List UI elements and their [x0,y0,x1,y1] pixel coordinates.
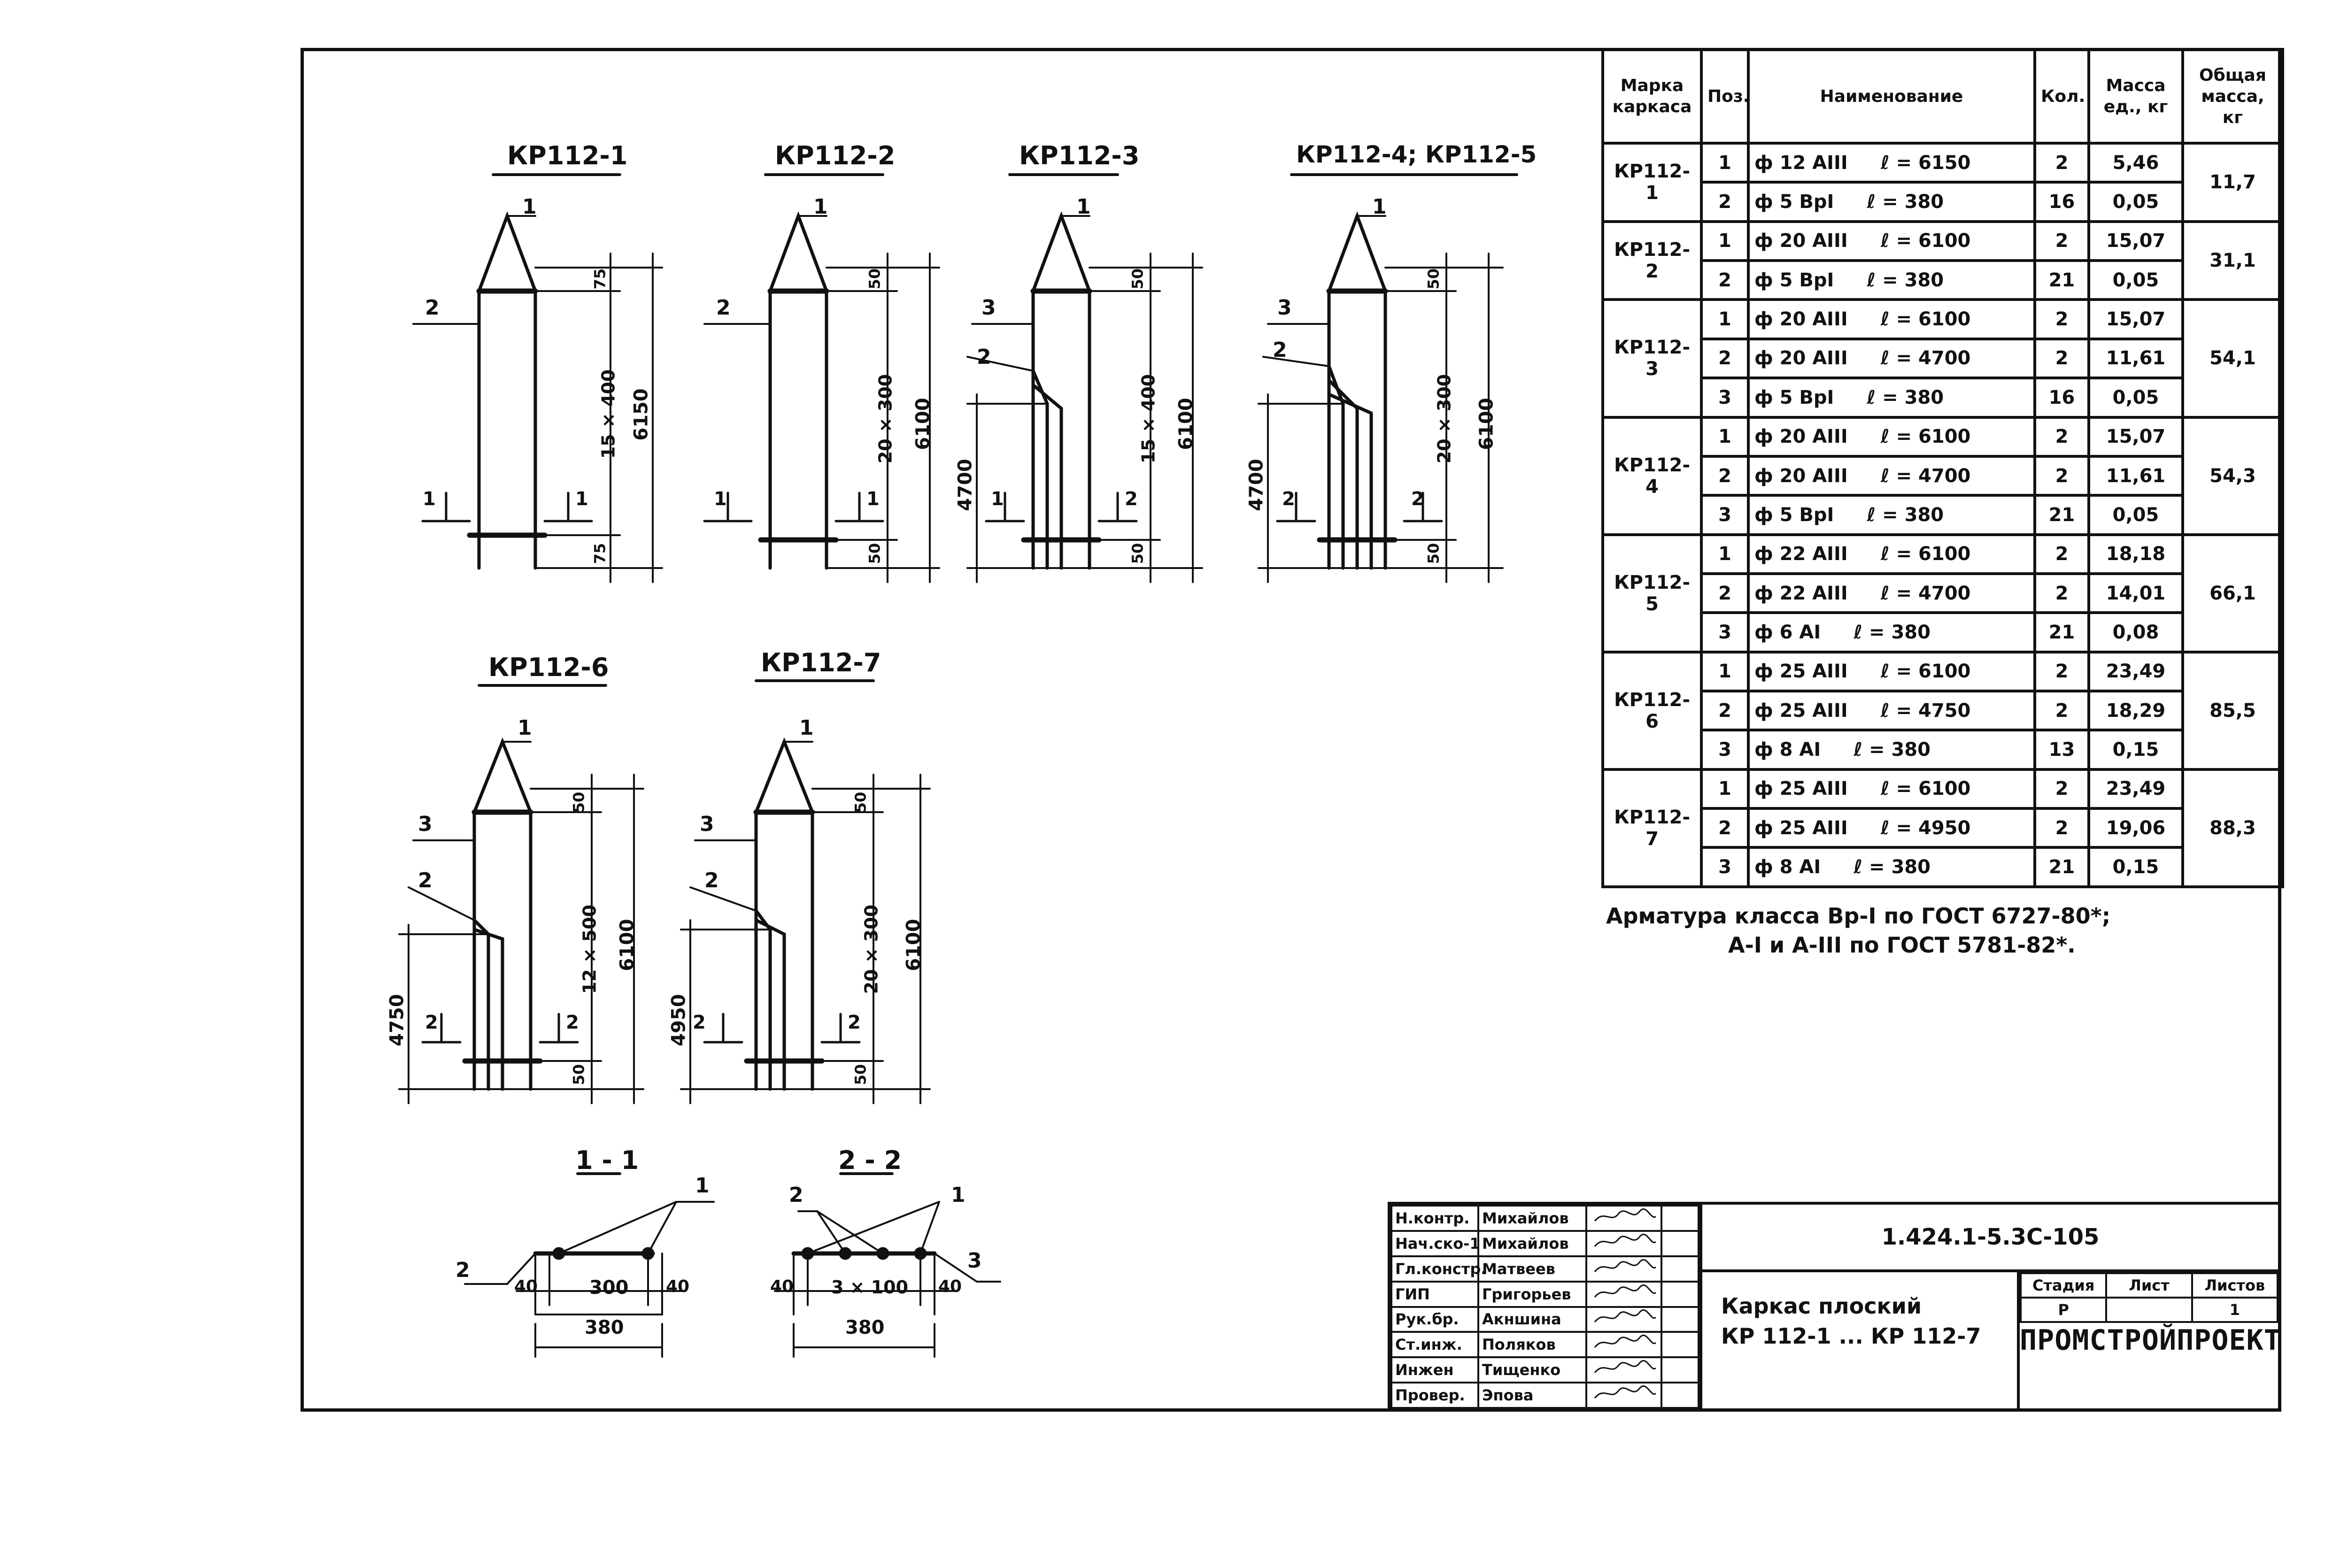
v2-dim-total: 6100 [912,398,934,450]
title-block [1388,1202,2281,1412]
spec-name [1748,574,2035,613]
spec-bar-designation: ф 20 АIII [1754,465,1848,487]
sec2-dim-c: 40 [938,1277,962,1296]
handwritten-signature [1586,1357,1661,1383]
spec-bar-length: ℓ = 4700 [1880,347,1971,369]
view-title-2: КР112-2 [775,141,896,170]
view-title-3: КР112-3 [1019,141,1140,170]
spec-mark: КР112-3 [1603,300,1701,417]
signature-date [1661,1307,1699,1332]
spec-name [1748,847,2035,887]
spec-bar-designation: ф 25 АIII [1754,817,1848,839]
signature-row [1391,1357,1699,1383]
v6-sec-right: 2 [848,1012,861,1033]
signature-row [1391,1307,1699,1332]
v3-dim-top: 50 [1128,268,1147,290]
stage-table [2020,1272,2278,1323]
signature-person: Тищенко [1478,1357,1586,1383]
document-code: 1.424.1-5.3С-105 [1702,1202,2281,1272]
spec-bar-length: ℓ = 4700 [1880,582,1971,604]
spec-bar-designation: ф 5 ВрI [1754,269,1834,291]
signature-date [1661,1383,1699,1408]
spec-pos: 1 [1701,143,1748,182]
view-title-1: КР112-1 [507,141,628,170]
spec-bar-designation: ф 5 ВрI [1754,386,1834,408]
sec2-dim-b: 3 × 100 [831,1277,909,1298]
spec-total-mass: 54,3 [2183,417,2283,535]
v3-dim-bot: 50 [1128,543,1147,564]
spec-total-mass: 54,1 [2183,300,2283,417]
spec-pos: 3 [1701,378,1748,417]
spec-bar-length: ℓ = 6100 [1880,426,1971,448]
spec-bar-length: ℓ = 6100 [1880,543,1971,565]
spec-qty: 2 [2035,222,2089,261]
spec-name [1748,652,2035,691]
spec-unit-mass: 11,61 [2089,456,2183,495]
spec-pos: 2 [1701,574,1748,613]
spec-qty: 2 [2035,769,2089,808]
v4-pos1: 1 [1372,195,1387,219]
v3-sec-right: 2 [1125,488,1138,510]
spec-bar-designation: ф 22 АIII [1754,543,1848,565]
v5-sec-right: 2 [566,1012,579,1033]
spec-bar-designation: ф 20 АIII [1754,308,1848,331]
spec-mark: КР112-7 [1603,769,1701,887]
v2-dim-top: 50 [865,268,884,290]
spec-mark: КР112-2 [1603,222,1701,300]
spec-unit-mass: 14,01 [2089,574,2183,613]
v1-pos1: 1 [522,195,537,219]
v1-sec-right: 1 [575,488,588,510]
table-row [1603,300,2283,338]
spec-qty: 21 [2035,847,2089,887]
table-row [1603,808,2283,847]
spec-total-mass: 11,7 [2183,143,2283,222]
document-title [1702,1272,2017,1412]
spec-qty: 16 [2035,378,2089,417]
spec-unit-mass: 0,15 [2089,730,2183,769]
spec-name [1748,495,2035,534]
spec-pos: 1 [1701,652,1748,691]
signature-date [1661,1206,1699,1231]
spec-qty: 2 [2035,691,2089,730]
table-row [1603,222,2283,261]
v3-dim-total: 6100 [1175,398,1197,450]
signature-row [1391,1383,1699,1408]
spec-header-name: Наименование [1748,49,2035,143]
handwritten-signature [1586,1206,1661,1231]
table-row [1603,535,2283,574]
spec-bar-length: ℓ = 380 [1867,269,1944,291]
spec-name [1748,143,2035,182]
sec1-total: 380 [585,1317,624,1338]
spec-pos: 2 [1701,261,1748,300]
v5-pos1: 1 [517,716,532,740]
spec-qty: 2 [2035,652,2089,691]
spec-pos: 2 [1701,691,1748,730]
table-row [1603,730,2283,769]
signature-table [1390,1205,1699,1409]
sec2-label-1: 1 [951,1183,965,1207]
v5-dim-left: 4750 [386,994,408,1046]
v5-sec-left: 2 [425,1012,438,1033]
spec-name [1748,222,2035,261]
signature-role: Н.контр. [1391,1206,1478,1231]
spec-qty: 2 [2035,535,2089,574]
view-kr112-6 [399,742,643,1103]
v4-pos2: 2 [1273,338,1287,362]
spec-header-mark: Марка каркаса [1603,49,1701,143]
spec-name [1748,535,2035,574]
v5-dim-top: 50 [570,792,588,813]
spec-bar-length: ℓ = 380 [1854,621,1931,643]
spec-unit-mass: 18,18 [2089,535,2183,574]
sheets-header: Листов [2192,1273,2278,1298]
spec-pos: 2 [1701,456,1748,495]
spec-qty: 2 [2035,339,2089,378]
spec-total-mass: 85,5 [2183,652,2283,769]
spec-bar-length: ℓ = 6100 [1880,778,1971,800]
spec-pos: 2 [1701,182,1748,221]
spec-header-total: Общая масса, кг [2183,49,2283,143]
table-row [1603,495,2283,534]
sec1-label-1: 1 [695,1174,710,1198]
spec-total-mass: 66,1 [2183,535,2283,652]
sec2-title: 2 - 2 [838,1145,902,1175]
spec-name [1748,691,2035,730]
v6-sec-left: 2 [693,1012,706,1033]
spec-bar-length: ℓ = 4950 [1880,817,1971,839]
v6-dim-left: 4950 [668,994,690,1046]
table-row [1603,182,2283,221]
spec-unit-mass: 0,05 [2089,182,2183,221]
v5-dim-total: 6100 [616,919,638,971]
spec-unit-mass: 0,15 [2089,847,2183,887]
v1-sec-left: 1 [423,488,436,510]
v6-pos3: 3 [700,812,714,836]
sec2-label-3: 3 [967,1249,982,1273]
v2-pos2: 2 [716,296,731,320]
signature-row [1391,1206,1699,1231]
spec-name [1748,456,2035,495]
spec-pos: 1 [1701,769,1748,808]
spec-bar-length: ℓ = 380 [1867,191,1944,213]
spec-qty: 21 [2035,261,2089,300]
signature-row [1391,1282,1699,1307]
spec-name [1748,613,2035,652]
spec-qty: 2 [2035,417,2089,456]
spec-unit-mass: 15,07 [2089,300,2183,338]
view-kr112-7 [681,742,930,1103]
signature-person: Григорьев [1478,1282,1586,1307]
spec-unit-mass: 0,05 [2089,495,2183,534]
spec-pos: 1 [1701,417,1748,456]
spec-unit-mass: 23,49 [2089,652,2183,691]
view-kr112-4-5 [1259,216,1503,582]
spec-bar-designation: ф 25 АIII [1754,661,1848,683]
v1-dim-mid: 15 × 400 [598,369,619,459]
sec1-dim-c: 40 [666,1277,690,1296]
table-row [1603,456,2283,495]
spec-name [1748,300,2035,338]
spec-bar-designation: ф 22 АIII [1754,582,1848,604]
v4-dim-bot: 50 [1424,543,1443,564]
spec-header-row [1603,49,2283,143]
view-title-4: КР112-4; КР112-5 [1296,141,1537,168]
spec-bar-length: ℓ = 6100 [1880,308,1971,331]
v1-dim-top: 75 [591,268,609,290]
signature-role: Рук.бр. [1391,1307,1478,1332]
v3-dim-left: 4700 [954,459,976,511]
handwritten-signature [1586,1282,1661,1307]
v2-dim-mid: 20 × 300 [875,374,896,464]
signature-role: Гл.констр. [1391,1256,1478,1282]
v3-pos3: 3 [981,296,996,320]
spec-pos: 1 [1701,222,1748,261]
spec-bar-length: ℓ = 6150 [1880,152,1971,174]
table-row [1603,691,2283,730]
sheet-value [2106,1298,2192,1322]
spec-name [1748,730,2035,769]
spec-pos: 1 [1701,535,1748,574]
v4-dim-left: 4700 [1245,459,1267,511]
view-title-5: КР112-6 [488,653,609,682]
signature-row [1391,1332,1699,1357]
spec-bar-designation: ф 20 АIII [1754,347,1848,369]
spec-name [1748,769,2035,808]
spec-bar-designation: ф 8 АI [1754,856,1821,878]
signature-person: Михайлов [1478,1206,1586,1231]
v4-sec-left: 2 [1282,488,1295,510]
spec-bar-length: ℓ = 4700 [1880,465,1971,487]
spec-bar-length: ℓ = 380 [1867,386,1944,408]
spec-bar-designation: ф 20 АIII [1754,230,1848,252]
sec1-dim-b: 300 [589,1277,629,1299]
stage-value: Р [2021,1298,2106,1322]
note-line-2: А-I и А-III по ГОСТ 5781-82*. [1728,932,2076,958]
spec-qty: 21 [2035,613,2089,652]
spec-bar-designation: ф 6 АI [1754,621,1821,643]
spec-name [1748,261,2035,300]
spec-bar-designation: ф 5 ВрI [1754,191,1834,213]
signature-role: Нач.ско-1 [1391,1231,1478,1256]
signature-date [1661,1332,1699,1357]
v1-dim-total: 6150 [630,388,652,441]
document-title-line-2: КР 112-1 ... КР 112-7 [1721,1323,1981,1349]
spec-pos: 1 [1701,300,1748,338]
spec-mark: КР112-4 [1603,417,1701,535]
handwritten-signature [1586,1256,1661,1282]
spec-qty: 21 [2035,495,2089,534]
signature-role: Инжен [1391,1357,1478,1383]
view-kr112-1 [413,216,662,582]
spec-bar-length: ℓ = 4750 [1880,699,1971,722]
spec-unit-mass: 11,61 [2089,339,2183,378]
signature-person: Эпова [1478,1383,1586,1408]
v3-sec-left: 1 [991,488,1004,510]
table-row [1603,143,2283,182]
spec-unit-mass: 0,05 [2089,378,2183,417]
spec-pos: 2 [1701,808,1748,847]
v6-pos1: 1 [799,716,814,740]
spec-name [1748,417,2035,456]
signature-person: Поляков [1478,1332,1586,1357]
sheets-value: 1 [2192,1298,2278,1322]
table-row [1603,847,2283,887]
v1-dim-bot: 75 [591,543,609,564]
table-row [1603,769,2283,808]
spec-mark: КР112-6 [1603,652,1701,769]
spec-qty: 2 [2035,574,2089,613]
signature-row [1391,1231,1699,1256]
spec-pos: 3 [1701,847,1748,887]
signature-row [1391,1256,1699,1282]
v2-sec-left: 1 [714,488,727,510]
spec-unit-mass: 18,29 [2089,691,2183,730]
spec-pos: 3 [1701,495,1748,534]
organization-name: ПРОМСТРОЙПРОЕКТ [2020,1324,2281,1357]
handwritten-signature [1586,1383,1661,1408]
signature-date [1661,1231,1699,1256]
sec2-label-2: 2 [789,1183,803,1207]
spec-total-mass: 88,3 [2183,769,2283,887]
sheet-header: Лист [2106,1273,2192,1298]
v3-dim-mid: 15 × 400 [1138,374,1159,464]
handwritten-signature [1586,1231,1661,1256]
spec-body [1603,143,2283,887]
spec-bar-designation: ф 8 АI [1754,739,1821,761]
signature-role: Ст.инж. [1391,1332,1478,1357]
table-row [1603,652,2283,691]
v6-dim-mid: 20 × 300 [861,904,882,994]
spec-unit-mass: 15,07 [2089,417,2183,456]
spec-bar-designation: ф 5 ВрI [1754,504,1834,526]
table-row [1603,378,2283,417]
v5-pos2: 2 [418,869,433,892]
spec-unit-mass: 0,05 [2089,261,2183,300]
specification-table [1601,48,2284,888]
view-kr112-3 [967,216,1202,582]
table-row [1603,574,2283,613]
section-2-2 [775,1174,1000,1357]
v4-pos3: 3 [1277,296,1292,320]
signature-date [1661,1256,1699,1282]
v2-sec-right: 1 [866,488,880,510]
spec-pos: 3 [1701,730,1748,769]
spec-name [1748,339,2035,378]
spec-qty: 2 [2035,300,2089,338]
spec-mark: КР112-1 [1603,143,1701,222]
spec-bar-designation: ф 25 АIII [1754,699,1848,722]
stage-block [2017,1272,2281,1412]
v4-dim-total: 6100 [1475,398,1498,450]
sec1-label-2: 2 [456,1258,470,1282]
spec-pos: 2 [1701,339,1748,378]
signature-date [1661,1282,1699,1307]
signature-role: Провер. [1391,1383,1478,1408]
spec-unit-mass: 0,08 [2089,613,2183,652]
v4-sec-right: 2 [1411,488,1424,510]
table-row [1603,613,2283,652]
signature-person: Акншина [1478,1307,1586,1332]
v6-dim-top: 50 [851,792,870,813]
signature-person: Матвеев [1478,1256,1586,1282]
sec1-title: 1 - 1 [575,1145,639,1175]
spec-name [1748,808,2035,847]
spec-bar-length: ℓ = 380 [1854,856,1931,878]
v3-pos1: 1 [1076,195,1091,219]
spec-bar-designation: ф 12 АIII [1754,152,1848,174]
v6-dim-bot: 50 [851,1064,870,1085]
signature-role: ГИП [1391,1282,1478,1307]
v5-dim-bot: 50 [570,1064,588,1085]
reinforcement-note [1606,901,2110,960]
table-row [1603,339,2283,378]
v2-pos1: 1 [813,195,828,219]
v6-dim-total: 6100 [903,919,925,971]
spec-header-mass: Масса ед., кг [2089,49,2183,143]
handwritten-signature [1586,1307,1661,1332]
spec-bar-designation: ф 20 АIII [1754,426,1848,448]
spec-total-mass: 31,1 [2183,222,2283,300]
spec-unit-mass: 23,49 [2089,769,2183,808]
v1-pos2: 2 [425,296,440,320]
spec-qty: 16 [2035,182,2089,221]
note-line-1: Арматура класса Вр-I по ГОСТ 6727-80*; [1606,903,2111,929]
spec-header-pos: Поз. [1701,49,1748,143]
signature-person: Михайлов [1478,1231,1586,1256]
spec-header-qty: Кол. [2035,49,2089,143]
spec-qty: 2 [2035,808,2089,847]
spec-qty: 13 [2035,730,2089,769]
spec-qty: 2 [2035,143,2089,182]
view-kr112-2 [704,216,939,582]
spec-mark: КР112-5 [1603,535,1701,652]
signature-table-wrap [1388,1202,1702,1412]
sec1-dim-a: 40 [514,1277,538,1296]
v3-pos2: 2 [977,345,991,369]
v5-pos3: 3 [418,812,433,836]
spec-bar-length: ℓ = 380 [1867,504,1944,526]
v6-pos2: 2 [704,869,719,892]
signature-date [1661,1357,1699,1383]
spec-bar-length: ℓ = 6100 [1880,230,1971,252]
spec-unit-mass: 15,07 [2089,222,2183,261]
v4-dim-mid: 20 × 300 [1434,374,1455,464]
spec-unit-mass: 19,06 [2089,808,2183,847]
spec-pos: 3 [1701,613,1748,652]
table-row [1603,261,2283,300]
v2-dim-bot: 50 [865,543,884,564]
v4-dim-top: 50 [1424,268,1443,290]
table-row [1603,417,2283,456]
spec-bar-designation: ф 25 АIII [1754,778,1848,800]
spec-unit-mass: 5,46 [2089,143,2183,182]
spec-bar-length: ℓ = 6100 [1880,661,1971,683]
sec2-total: 380 [845,1317,885,1338]
sec2-dim-a: 40 [770,1277,794,1296]
handwritten-signature [1586,1332,1661,1357]
stage-header: Стадия [2021,1273,2106,1298]
document-title-line-1: Каркас плоский [1721,1293,1922,1319]
spec-name [1748,182,2035,221]
spec-qty: 2 [2035,456,2089,495]
v5-dim-mid: 12 × 500 [579,904,600,994]
view-title-6: КР112-7 [761,648,881,677]
spec-name [1748,378,2035,417]
spec-bar-length: ℓ = 380 [1854,739,1931,761]
